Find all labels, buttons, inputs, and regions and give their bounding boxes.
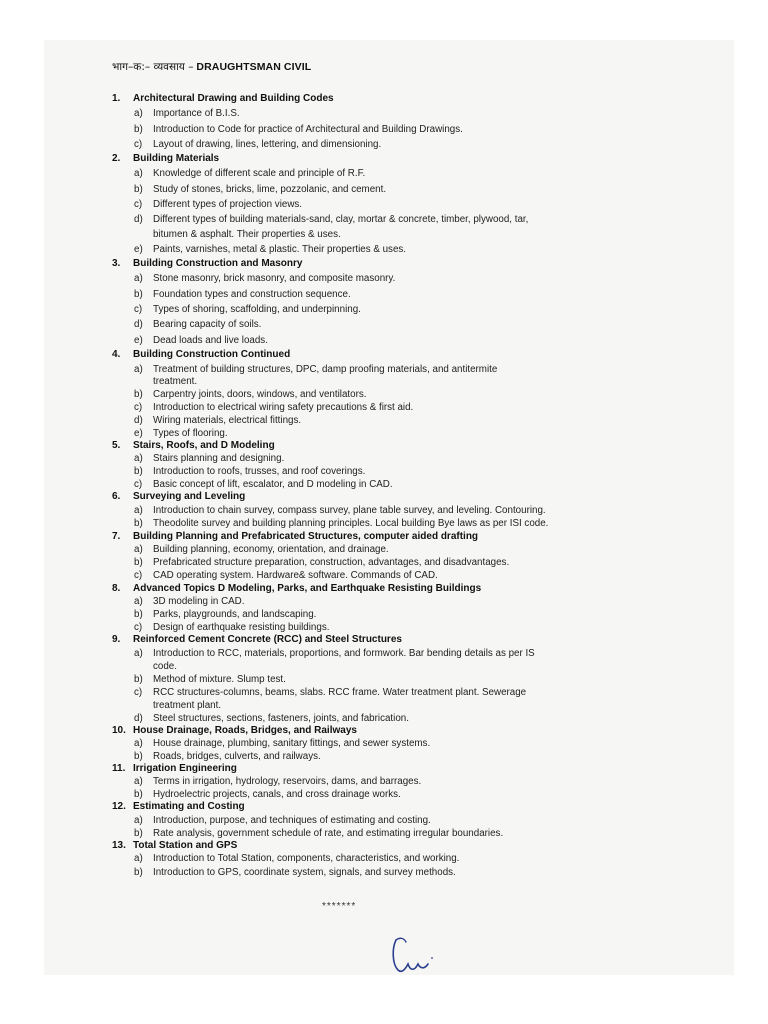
list-item	[134, 815, 431, 826]
item-letter: d)	[134, 214, 143, 225]
item-letter: b)	[134, 518, 143, 529]
section-number: 8.	[112, 583, 121, 594]
list-item	[134, 139, 381, 150]
item-letter: a)	[134, 853, 143, 864]
list-item	[134, 124, 463, 135]
item-letter: c)	[134, 402, 143, 413]
item-letter: e)	[134, 335, 143, 346]
list-item	[134, 776, 421, 787]
item-letter: a)	[134, 453, 143, 464]
item-text-continuation: treatment.	[153, 376, 198, 387]
section-heading	[112, 153, 219, 164]
section-heading	[112, 634, 402, 645]
list-item	[134, 557, 509, 568]
item-text: Types of shoring, scaffolding, and underpinning.	[153, 304, 361, 315]
item-letter: b)	[134, 674, 143, 685]
list-item	[134, 289, 351, 300]
item-letter: b)	[134, 184, 143, 195]
item-letter: c)	[134, 570, 143, 581]
section-heading	[112, 583, 481, 594]
list-item	[134, 738, 430, 749]
section-number: 7.	[112, 531, 121, 542]
list-item	[134, 505, 546, 516]
section-number: 3.	[112, 258, 121, 269]
item-letter: b)	[134, 389, 143, 400]
item-text: RCC structures-columns, beams, slabs. RCC frame. Water treatment plant. Sewerage	[153, 687, 527, 698]
list-item	[134, 428, 228, 439]
list-item	[134, 402, 413, 413]
list-item	[134, 713, 409, 724]
end-marker: *******	[322, 901, 357, 912]
list-item	[134, 415, 301, 426]
list-item	[134, 828, 503, 839]
item-text: Building planning, economy, orientation, and drainage.	[153, 544, 389, 555]
section-number: 10.	[112, 725, 126, 736]
list-item	[134, 319, 261, 330]
list-item	[134, 751, 321, 762]
section-number: 12.	[112, 801, 126, 812]
item-letter: a)	[134, 273, 143, 284]
item-text: Introduction to RCC, materials, proportions, and formwork. Bar bending details as per IS	[153, 648, 535, 659]
section-heading	[112, 440, 275, 451]
list-item	[134, 214, 528, 225]
section-title: Architectural Drawing and Building Codes	[133, 93, 334, 104]
item-text: CAD operating system. Hardware& software. Commands of CAD.	[153, 570, 438, 581]
list-item	[134, 596, 244, 607]
item-text: Introduction to chain survey, compass survey, plane table survey, and leveling. Contouring.	[153, 505, 546, 516]
item-text: Importance of B.I.S.	[153, 108, 240, 119]
item-text: Introduction to GPS, coordinate system, signals, and survey methods.	[153, 867, 456, 878]
list-item	[134, 674, 286, 685]
item-text: House drainage, plumbing, sanitary fittings, and sewer systems.	[153, 738, 431, 749]
section-title: Building Materials	[133, 153, 220, 164]
list-item	[134, 479, 393, 490]
item-text: Theodolite survey and building planning principles. Local building Bye laws as per ISI code.	[153, 518, 549, 529]
item-letter: c)	[134, 687, 143, 698]
list-item	[134, 304, 361, 315]
section-title: Irrigation Engineering	[133, 763, 237, 774]
list-item	[134, 335, 268, 346]
list-item	[134, 453, 284, 464]
item-letter: a)	[134, 596, 143, 607]
item-letter: e)	[134, 244, 143, 255]
item-letter: a)	[134, 544, 143, 555]
list-item	[134, 622, 329, 633]
section-number: 6.	[112, 491, 121, 502]
section-number: 13.	[112, 840, 126, 851]
item-text: 3D modeling in CAD.	[153, 596, 245, 607]
item-letter: a)	[134, 815, 143, 826]
list-item	[134, 853, 459, 864]
item-text: Different types of building materials-sand, clay, mortar & concrete, timber, plywood, tar,	[153, 214, 529, 225]
item-text-continuation: code.	[153, 661, 177, 672]
item-text: Roads, bridges, culverts, and railways.	[153, 751, 321, 762]
item-text: Basic concept of lift, escalator, and D modeling in CAD.	[153, 479, 393, 490]
header-hindi-text: भाग–क:– व्यवसाय –	[112, 61, 194, 73]
list-item	[134, 466, 365, 477]
document-header	[112, 60, 311, 74]
list-item	[134, 789, 401, 800]
list-item	[134, 168, 365, 179]
item-letter: a)	[134, 108, 143, 119]
item-letter: b)	[134, 466, 143, 477]
item-letter: a)	[134, 505, 143, 516]
signature-mark	[388, 934, 448, 984]
item-letter: a)	[134, 364, 143, 375]
item-letter: c)	[134, 479, 143, 490]
item-letter: c)	[134, 199, 143, 210]
section-title: Surveying and Leveling	[133, 491, 246, 502]
section-title: Advanced Topics D Modeling, Parks, and Earthquake Resisting Buildings	[133, 583, 482, 594]
section-heading	[112, 349, 290, 360]
section-number: 11.	[112, 763, 126, 774]
item-letter: b)	[134, 124, 143, 135]
item-text: Foundation types and construction sequence.	[153, 289, 351, 300]
item-letter: b)	[134, 789, 143, 800]
list-item	[134, 108, 240, 119]
section-number: 9.	[112, 634, 121, 645]
item-text: Rate analysis, government schedule of rate, and estimating irregular boundaries.	[153, 828, 504, 839]
item-text-continuation: bitumen & asphalt. Their properties & uses.	[153, 229, 341, 240]
list-item	[134, 609, 316, 620]
item-letter: b)	[134, 828, 143, 839]
item-text: Hydroelectric projects, canals, and cross drainage works.	[153, 789, 401, 800]
section-title: Reinforced Cement Concrete (RCC) and Steel Structures	[133, 634, 402, 645]
item-letter: c)	[134, 622, 143, 633]
item-letter: a)	[134, 776, 143, 787]
list-item	[134, 199, 302, 210]
item-text: Wiring materials, electrical fittings.	[153, 415, 302, 426]
section-heading	[112, 491, 245, 502]
item-text: Steel structures, sections, fasteners, joints, and fabrication.	[153, 713, 409, 724]
section-number: 4.	[112, 349, 121, 360]
list-item	[134, 518, 548, 529]
section-title: Building Planning and Prefabricated Structures, computer aided drafting	[133, 531, 479, 542]
item-letter: b)	[134, 557, 143, 568]
section-title: Estimating and Costing	[133, 801, 245, 812]
item-text: Knowledge of different scale and principle of R.F.	[153, 168, 366, 179]
section-heading	[112, 763, 237, 774]
item-text: Paints, varnishes, metal & plastic. Their properties & uses.	[153, 244, 407, 255]
item-letter: e)	[134, 428, 143, 439]
item-letter: c)	[134, 139, 143, 150]
list-item	[134, 389, 366, 400]
section-title: Stairs, Roofs, and D Modeling	[133, 440, 275, 451]
item-text: Terms in irrigation, hydrology, reservoirs, dams, and barrages.	[153, 776, 422, 787]
item-text: Bearing capacity of soils.	[153, 319, 262, 330]
item-text: Design of earthquake resisting buildings.	[153, 622, 330, 633]
section-heading	[112, 531, 478, 542]
section-number: 5.	[112, 440, 121, 451]
item-text: Different types of projection views.	[153, 199, 303, 210]
item-letter: a)	[134, 738, 143, 749]
item-text-continuation: treatment plant.	[153, 700, 222, 711]
section-title: House Drainage, Roads, Bridges, and Railways	[133, 725, 357, 736]
section-title: Total Station and GPS	[133, 840, 238, 851]
section-number: 1.	[112, 93, 121, 104]
list-item	[134, 244, 406, 255]
list-item	[134, 687, 526, 698]
item-text: Introduction to roofs, trusses, and roof coverings.	[153, 466, 366, 477]
item-text: Introduction to electrical wiring safety precautions & first aid.	[153, 402, 414, 413]
item-letter: b)	[134, 609, 143, 620]
section-heading	[112, 801, 245, 812]
item-text: Study of stones, bricks, lime, pozzolanic, and cement.	[153, 184, 387, 195]
list-item	[134, 867, 456, 878]
item-text: Stone masonry, brick masonry, and composite masonry.	[153, 273, 396, 284]
item-text: Parks, playgrounds, and landscaping.	[153, 609, 317, 620]
list-item	[134, 570, 438, 581]
list-item	[134, 544, 389, 555]
section-heading	[112, 840, 237, 851]
item-letter: b)	[134, 751, 143, 762]
item-text: Dead loads and live loads.	[153, 335, 268, 346]
item-letter: d)	[134, 319, 143, 330]
item-text: Introduction to Code for practice of Architectural and Building Drawings.	[153, 124, 463, 135]
item-letter: b)	[134, 867, 143, 878]
section-number: 2.	[112, 153, 121, 164]
header-title: DRAUGHTSMAN CIVIL	[196, 61, 312, 73]
item-letter: d)	[134, 415, 143, 426]
item-letter: d)	[134, 713, 143, 724]
item-text: Types of flooring.	[153, 428, 228, 439]
item-text: Layout of drawing, lines, lettering, and dimensioning.	[153, 139, 382, 150]
section-title: Building Construction Continued	[133, 349, 291, 360]
item-text: Stairs planning and designing.	[153, 453, 285, 464]
list-item	[134, 364, 497, 375]
list-item	[134, 648, 535, 659]
item-text: Introduction, purpose, and techniques of estimating and costing.	[153, 815, 431, 826]
list-item	[134, 273, 395, 284]
item-text: Introduction to Total Station, components, characteristics, and working.	[153, 853, 460, 864]
item-text: Carpentry joints, doors, windows, and ventilators.	[153, 389, 367, 400]
item-letter: a)	[134, 648, 143, 659]
item-text: Prefabricated structure preparation, construction, advantages, and disadvantages.	[153, 557, 510, 568]
section-title: Building Construction and Masonry	[133, 258, 303, 269]
item-text: Method of mixture. Slump test.	[153, 674, 286, 685]
section-heading	[112, 93, 334, 104]
item-letter: a)	[134, 168, 143, 179]
list-item	[134, 184, 386, 195]
item-letter: c)	[134, 304, 143, 315]
item-text: Treatment of building structures, DPC, damp proofing materials, and antitermite	[153, 364, 498, 375]
item-letter: b)	[134, 289, 143, 300]
section-heading	[112, 258, 302, 269]
section-heading	[112, 725, 357, 736]
